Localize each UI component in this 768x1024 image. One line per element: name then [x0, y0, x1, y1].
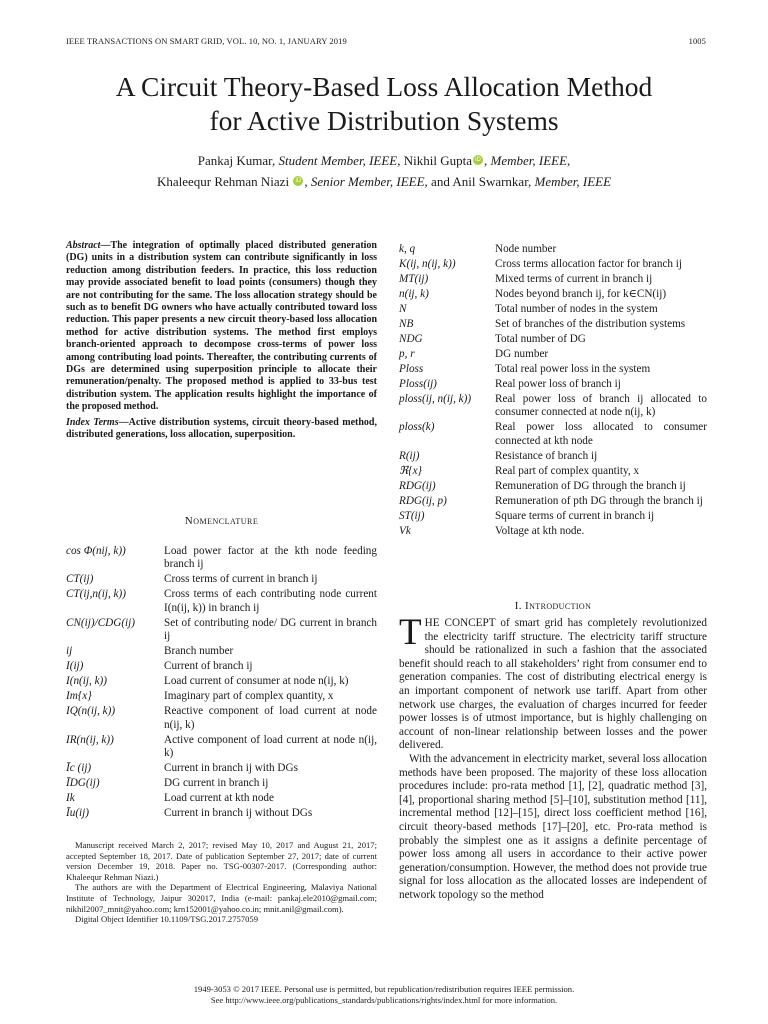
nomenclature-item — [66, 645, 377, 658]
nomenclature-symbol: Īu(ij) — [66, 807, 89, 820]
nomenclature-item — [66, 792, 377, 805]
nomenclature-definition: Load current of consumer at node n(ij, k) — [164, 675, 349, 688]
nomenclature-definition: Remuneration of DG through the branch ij — [495, 479, 686, 492]
nomenclature-item — [66, 705, 377, 732]
nomenclature-item — [66, 617, 377, 644]
paragraph-text: HE CONCEPT of smart grid has completely revolutionized the electricity tariff structure. The electricity tariff structure should be rationalized in such a fashion that the associated benefit should reach to all stakeholders’ right from consumer end to generation companies. The cost of distributing electrical energy is an important component of network use tariff. Apart from other network use charges, the evaluation of charges incurred for feeder power losses is of utmost importance, but is highly challenging on account of non-linear relationship between losses and the power delivered. — [399, 617, 707, 752]
nomenclature-definition: Cross terms of current in branch ij — [164, 573, 318, 586]
author-name: , and Anil Swarnkar, — [424, 174, 535, 189]
nomenclature-item — [399, 465, 707, 478]
nomenclature-item — [399, 421, 707, 448]
nomenclature-symbol: Im{x} — [66, 690, 92, 703]
nomenclature-definition: Current in branch ij with DGs — [164, 762, 298, 775]
nomenclature-symbol: ĪDG(ij) — [66, 777, 100, 790]
author-role: Member, IEEE — [534, 174, 612, 189]
author-name: Pankaj Kumar, — [197, 153, 279, 168]
nomenclature-item — [399, 480, 707, 493]
author-line: Khaleequr Rehman Niazi iD , Senior Member, IEEE, and Anil Swarnkar, Member, IEEE — [156, 174, 612, 189]
author-role: Senior Member, IEEE — [310, 174, 425, 189]
nomenclature-definition: Current of branch ij — [164, 660, 253, 673]
nomenclature-symbol: RDG(ij) — [399, 479, 436, 492]
abstract-label: Abstract — [66, 240, 101, 251]
nomenclature-symbol: Īc (ij) — [66, 762, 92, 775]
copyright-notice — [40, 984, 728, 1005]
nomenclature-list-right — [399, 243, 707, 540]
author-list — [40, 150, 728, 192]
abstract-text: —The integration of optimally placed distributed generation (DG) units in a distribution system can contribute significantly in loss reduction among distribution feeders. In practice, this loss reduction may provide associated benefit to load points (consumers) though they are not contributing for the same. The loss allocation strategy should be such as to benefit DG owners who have actually contributed toward loss reduction. This paper presents a new circuit theory-based loss allocation method for active distribution systems. The method first employs branch-oriented approach to decompose cross-terms of power loss among contributing load points. Thereafter, the contributing currents of DGs are determined using superposition principle to allocate their remuneration/penalty. The proposed method is applied to 33-bus test distribution system. The application results highlight the importance of the proposed method. — [66, 240, 377, 413]
index-terms-label: Index Terms — [66, 417, 119, 428]
index-terms — [66, 417, 377, 442]
nomenclature-definition: Total number of nodes in the system — [495, 303, 658, 315]
copyright-line: 1949-3053 © 2017 IEEE. Personal use is permitted, but republication/redistribution requires IEEE permission. — [193, 984, 575, 994]
nomenclature-definition: DG current in branch ij — [164, 777, 269, 790]
nomenclature-item — [399, 243, 707, 256]
abstract — [66, 240, 377, 414]
body-paragraph — [399, 612, 707, 753]
nomenclature-definition: Nodes beyond branch ij, for k∈CN(ij) — [495, 288, 667, 300]
author-line: Pankaj Kumar, Student Member, IEEE, Nikhil Gupta iD , Member, IEEE, — [197, 153, 571, 168]
nomenclature-symbol: CN(ij)/CDG(ij) — [66, 616, 135, 629]
nomenclature-definition: Node number — [495, 243, 557, 255]
nomenclature-symbol: ploss(k) — [399, 421, 435, 434]
nomenclature-item — [66, 573, 377, 586]
nomenclature-definition: Total number of DG — [495, 333, 586, 345]
nomenclature-symbol: MT(ij) — [399, 273, 429, 285]
nomenclature-definition: Total real power loss in the system — [495, 363, 651, 375]
nomenclature-symbol: k, q — [399, 243, 416, 255]
nomenclature-item — [66, 545, 377, 572]
nomenclature-item — [66, 660, 377, 673]
body-paragraph: With the advancement in electricity market, several loss allocation methods have been proposed. The majority of these loss allocation procedures include: pro-rata method [1], [2], quadratic method [3], [4], proportional sharing method [5]–[10], substitution method [11], incremental method [12]–[15], direct loss coefficient method [16], circuit theory-based methods [17]–[20], etc. Pro-rata method is probably the simplest one as it assigns a definite percentage of power loss among all users in accordance to their active power generation/consumption. However, the method does not provide true signal for loss allocation as the allocated losses are independent of network topology so the method — [399, 752, 707, 901]
nomenclature-definition: Imaginary part of complex quantity, x — [164, 690, 334, 703]
nomenclature-definition: Active component of load current at node n(ij, k) — [164, 733, 377, 760]
nomenclature-item — [399, 378, 707, 391]
introduction-body — [399, 612, 707, 902]
footnote-paragraph: Digital Object Identifier 10.1109/TSG.2017.2757059 — [75, 914, 258, 925]
nomenclature-item — [399, 303, 707, 316]
nomenclature-symbol: ij — [66, 645, 73, 658]
nomenclature-item — [399, 258, 707, 271]
author-name: , Nikhil Gupta — [397, 153, 472, 168]
nomenclature-symbol: R(ij) — [399, 449, 420, 462]
nomenclature-item — [399, 273, 707, 286]
nomenclature-symbol: IQ(n(ij, k)) — [66, 705, 116, 718]
nomenclature-item — [66, 675, 377, 688]
nomenclature-symbol: K(ij, n(ij, k)) — [399, 258, 456, 270]
nomenclature-symbol: N — [399, 303, 407, 315]
section-heading: I. Introduction — [514, 600, 592, 612]
nomenclature-item — [66, 777, 377, 790]
nomenclature-definition: Reactive component of load current at node n(ij, k) — [164, 705, 377, 731]
nomenclature-definition: Branch number — [164, 645, 234, 658]
nomenclature-definition: Remuneration of pth DG through the branch ij — [495, 494, 703, 507]
nomenclature-definition: Square terms of current in branch ij — [495, 509, 655, 522]
nomenclature-symbol: p, r — [399, 348, 415, 360]
copyright-line: See http://www.ieee.org/publications_standards/publications/rights/index.html for more information. — [210, 994, 558, 1005]
nomenclature-symbol: n(ij, k) — [399, 288, 429, 300]
nomenclature-definition: Real power loss of branch ij — [495, 378, 621, 390]
nomenclature-item — [399, 318, 707, 331]
nomenclature-item — [399, 333, 707, 346]
nomenclature-definition: Real power loss allocated to consumer connected at kth node — [495, 421, 707, 447]
nomenclature-symbol: I(ij) — [66, 660, 84, 673]
nomenclature-definition: Load current at kth node — [164, 792, 274, 805]
nomenclature-heading: Nomenclature — [184, 515, 259, 527]
nomenclature-item — [399, 525, 707, 538]
author-role: Student Member, IEEE — [278, 153, 398, 168]
nomenclature-symbol: IR(n(ij, k)) — [66, 733, 114, 746]
nomenclature-symbol: Ik — [66, 792, 75, 805]
nomenclature-definition: Voltage at kth node. — [495, 524, 585, 537]
footnote — [66, 840, 377, 925]
nomenclature-item — [399, 495, 707, 508]
nomenclature-definition: Resistance of branch ij — [495, 449, 598, 462]
nomenclature-symbol: I(n(ij, k)) — [66, 675, 107, 688]
nomenclature-definition: Cross terms of each contributing node current I(n(ij, k)) in branch ij — [164, 588, 377, 614]
nomenclature-symbol: ℜ{x} — [399, 464, 423, 477]
nomenclature-definition: Cross terms allocation factor for branch ij — [495, 258, 683, 270]
index-terms-text: —Active distribution systems, circuit theory-based method, distributed generations, loss allocation, superposition. — [66, 417, 377, 441]
nomenclature-symbol: Vk — [399, 524, 411, 537]
nomenclature-definition: Real power loss of branch ij allocated to consumer connected at node n(ij, k) — [495, 393, 707, 419]
nomenclature-definition: Real part of complex quantity, x — [495, 464, 640, 477]
nomenclature-symbol: RDG(ij, p) — [399, 494, 447, 507]
nomenclature-item — [66, 588, 377, 615]
running-header: IEEE TRANSACTIONS ON SMART GRID, VOL. 10, NO. 1, JANUARY 2019 — [66, 36, 347, 46]
nomenclature-item — [399, 288, 707, 301]
footnote-paragraph: Manuscript received March 2, 2017; revised May 10, 2017 and August 21, 2017; accepted September 18, 2017. Date of publication September 27, 2017; date of current version December 19, 2018. Paper no. TSG-00307-2017. (Corresponding author: Khaleequr Rehman Niazi.) — [66, 840, 377, 882]
orcid-icon[interactable]: iD — [293, 176, 303, 186]
nomenclature-item — [66, 762, 377, 775]
nomenclature-item — [66, 807, 377, 820]
nomenclature-symbol: cos Φ(nij, k)) — [66, 545, 126, 557]
nomenclature-item — [399, 450, 707, 463]
nomenclature-item — [66, 690, 377, 703]
nomenclature-symbol: NB — [399, 318, 414, 330]
nomenclature-definition: Mixed terms of current in branch ij — [495, 273, 653, 285]
nomenclature-definition: DG number — [495, 348, 549, 360]
title-line: A Circuit Theory-Based Loss Allocation Method — [115, 71, 653, 102]
paper-title — [40, 70, 728, 138]
nomenclature-definition: Set of branches of the distribution systems — [495, 318, 686, 330]
nomenclature-item — [399, 348, 707, 361]
nomenclature-item — [66, 734, 377, 761]
nomenclature-list-left — [66, 545, 377, 822]
nomenclature-definition: Set of contributing node/ DG current in branch ij — [164, 616, 377, 643]
drop-cap: T — [399, 612, 422, 653]
nomenclature-definition: Load power factor at the kth node feeding branch ij — [164, 545, 377, 571]
footnote-paragraph: The authors are with the Department of Electrical Engineering, Malaviya National Institute of Technology, Jaipur 302017, India (e-mail: pankaj.ele2010@gmail.com; nikhil2007_mnit@yahoo.com; krn152001@yahoo.co.in; mnit.anil@gmail.com). — [66, 882, 377, 914]
nomenclature-item — [399, 363, 707, 376]
nomenclature-symbol: Ploss — [399, 363, 424, 375]
nomenclature-item — [399, 510, 707, 523]
nomenclature-symbol: Ploss(ij) — [399, 378, 437, 390]
page-number: 1005 — [688, 36, 706, 46]
nomenclature-symbol: CT(ij) — [66, 573, 94, 586]
nomenclature-symbol: NDG — [399, 333, 423, 345]
orcid-icon[interactable]: iD — [473, 155, 483, 165]
nomenclature-item — [399, 393, 707, 420]
nomenclature-symbol: CT(ij,n(ij, k)) — [66, 588, 126, 601]
nomenclature-definition: Current in branch ij without DGs — [164, 807, 313, 820]
nomenclature-symbol: ST(ij) — [399, 509, 425, 522]
author-name: Khaleequr Rehman Niazi — [156, 174, 290, 189]
author-role: Member, IEEE — [490, 153, 568, 168]
title-line: for Active Distribution Systems — [209, 105, 559, 136]
nomenclature-symbol: ploss(ij, n(ij, k)) — [399, 393, 472, 405]
